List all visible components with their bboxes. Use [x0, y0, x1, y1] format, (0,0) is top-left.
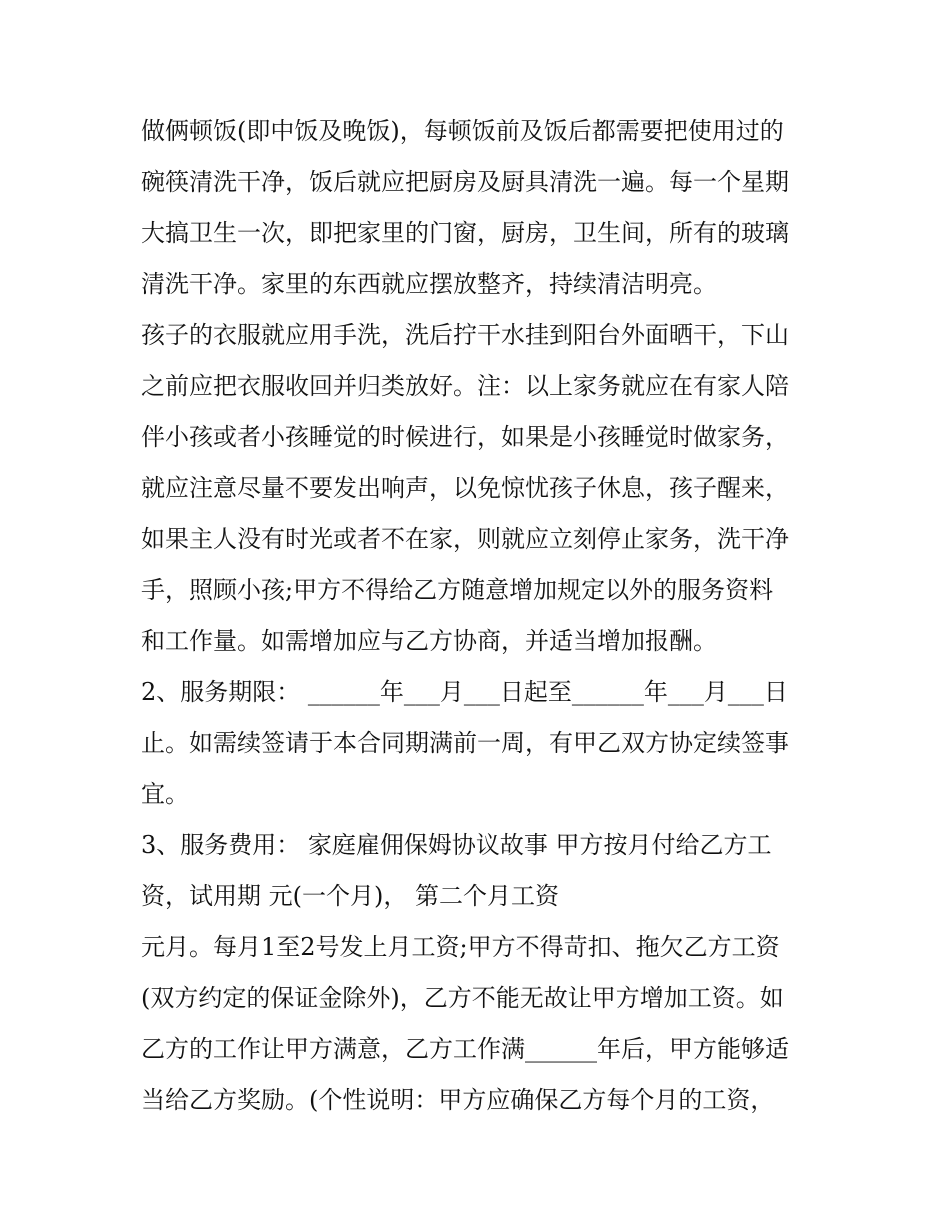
- service-term-line: 2、服务期限： ______年___月___日起至______年___月___日: [141, 678, 788, 706]
- text-line: 伴小孩或者小孩睡觉的时候进行，如果是小孩睡觉时做家务，: [141, 423, 789, 451]
- text-line: 宜。: [141, 780, 189, 808]
- text-line: 大搞卫生一次，即把家里的门窗，厨房，卫生间，所有的玻璃: [141, 219, 789, 247]
- text-line: 清洗干净。家里的东西就应摆放整齐，持续清洁明亮。: [141, 270, 717, 298]
- text-line: (双方约定的保证金除外)，乙方不能无故让甲方增加工资。如: [141, 984, 784, 1012]
- text-line: 乙方的工作让甲方满意，乙方工作满______年后，甲方能够适: [141, 1035, 789, 1063]
- text-line: 当给乙方奖励。(个性说明：甲方应确保乙方每个月的工资，: [141, 1086, 775, 1114]
- text-line: 孩子的衣服就应用手洗，洗后拧干水挂到阳台外面晒干，下山: [141, 321, 789, 349]
- text-line: 和工作量。如需增加应与乙方协商，并适当增加报酬。: [141, 627, 717, 655]
- text-line: 碗筷清洗干净，饭后就应把厨房及厨具清洗一遍。每一个星期: [141, 168, 789, 196]
- text-line: 如果主人没有时光或者不在家，则就应立刻停止家务，洗干净: [141, 525, 789, 553]
- text-line: 做俩顿饭(即中饭及晚饭)，每顿饭前及饭后都需要把使用过的: [141, 117, 784, 145]
- text-line: 元月。每月1至2号发上月工资;甲方不得苛扣、拖欠乙方工资: [141, 933, 780, 961]
- text-line: 之前应把衣服收回并归类放好。注：以上家务就应在有家人陪: [141, 372, 789, 400]
- contract-body-text: [141, 106, 821, 1126]
- text-line: 就应注意尽量不要发出响声，以免惊忧孩子休息，孩子醒来，: [141, 474, 789, 502]
- text-line: 资，试用期 元(一个月)， 第二个月工资: [141, 882, 559, 910]
- text-line: 手，照顾小孩;甲方不得给乙方随意增加规定以外的服务资料: [141, 576, 774, 604]
- service-fee-line: 3、服务费用： 家庭雇佣保姆协议故事 甲方按月付给乙方工: [141, 831, 772, 859]
- text-line: 止。如需续签请于本合同期满前一周，有甲乙双方协定续签事: [141, 729, 789, 757]
